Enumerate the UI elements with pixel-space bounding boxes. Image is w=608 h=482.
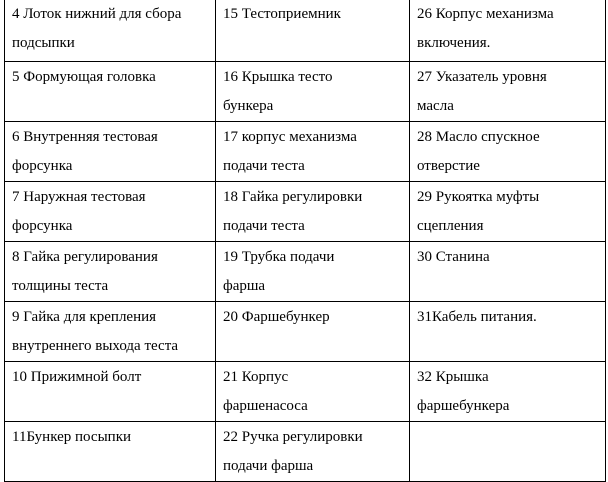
table-cell: 28 Масло спускное отверстие	[410, 121, 606, 181]
table-row	[5, 0, 606, 61]
table-cell: 7 Наружная тестовая форсунка	[5, 181, 216, 241]
table-cell	[410, 421, 606, 481]
table-row	[5, 301, 606, 361]
table-row	[5, 121, 606, 181]
table-cell: 18 Гайка регулировки подачи теста	[216, 181, 410, 241]
table-cell: 32 Крышка фаршебункера	[410, 361, 606, 421]
table-cell: 20 Фаршебункер	[216, 301, 410, 361]
table-cell: 4 Лоток нижний для сбора подсыпки	[5, 0, 216, 61]
table-row	[5, 241, 606, 301]
table-row	[5, 61, 606, 121]
table-cell: 27 Указатель уровня масла	[410, 61, 606, 121]
table-cell: 29 Рукоятка муфты сцепления	[410, 181, 606, 241]
table-cell: 21 Корпус фаршенасоса	[216, 361, 410, 421]
table-row	[5, 421, 606, 481]
table-cell: 16 Крышка тесто бункера	[216, 61, 410, 121]
table-cell: 8 Гайка регулирования толщины теста	[5, 241, 216, 301]
table-cell: 11Бункер посыпки	[5, 421, 216, 481]
table-cell: 26 Корпус механизма включения.	[410, 0, 606, 61]
table-cell: 6 Внутренняя тестовая форсунка	[5, 121, 216, 181]
table-cell: 10 Прижимной болт	[5, 361, 216, 421]
table-cell: 9 Гайка для крепления внутреннего выхода теста	[5, 301, 216, 361]
table-row	[5, 181, 606, 241]
table-cell: 19 Трубка подачи фарша	[216, 241, 410, 301]
parts-legend-table	[4, 0, 606, 482]
table-cell: 31Кабель питания.	[410, 301, 606, 361]
table-cell: 15 Тестоприемник	[216, 0, 410, 61]
table-cell: 22 Ручка регулировки подачи фарша	[216, 421, 410, 481]
table-cell: 5 Формующая головка	[5, 61, 216, 121]
table-cell: 17 корпус механизма подачи теста	[216, 121, 410, 181]
table-cell: 30 Станина	[410, 241, 606, 301]
table-row	[5, 361, 606, 421]
